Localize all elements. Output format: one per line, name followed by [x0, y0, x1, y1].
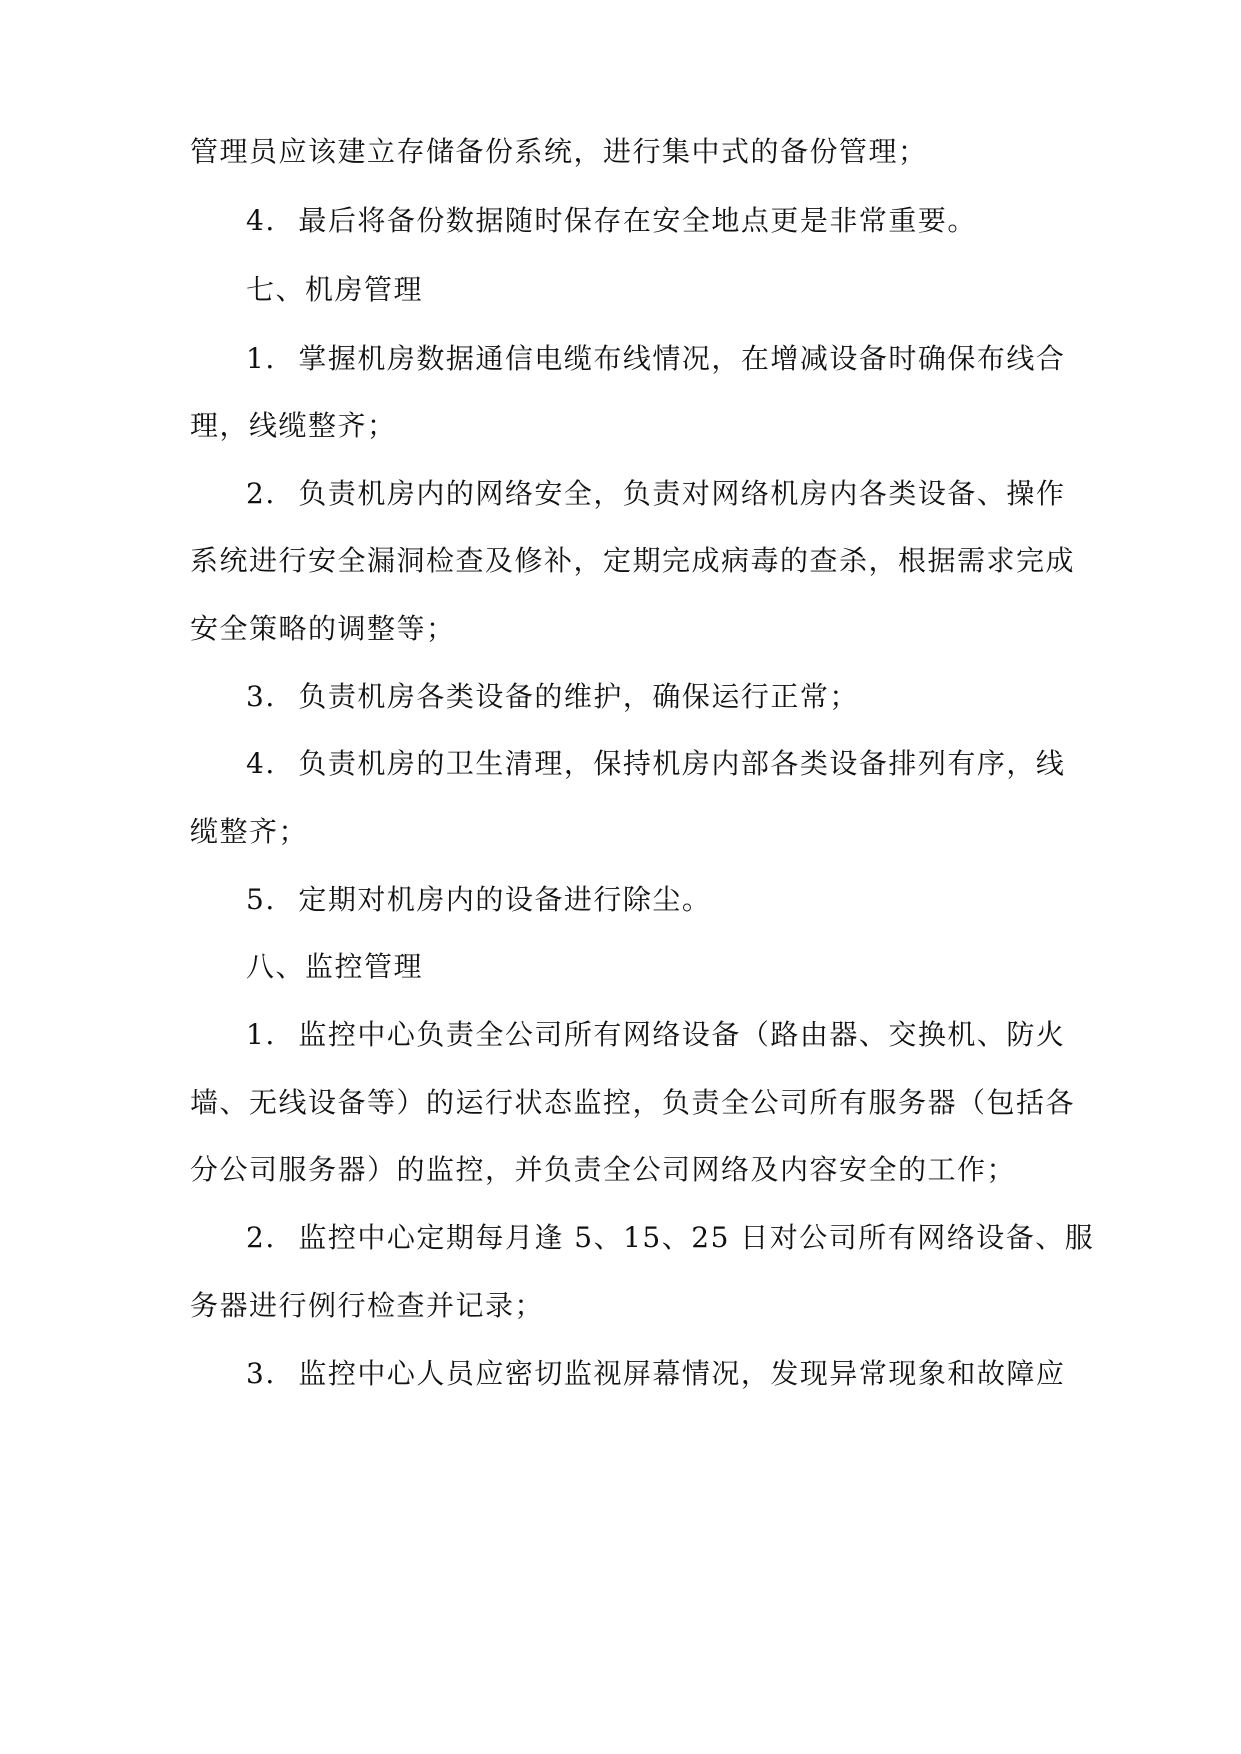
list-number: 3.: [246, 1357, 276, 1390]
paragraph-line: [190, 605, 1070, 653]
list-item: [246, 197, 1126, 245]
list-item: [246, 470, 1126, 518]
text: 缆整齐；: [190, 815, 309, 848]
list-item: [246, 740, 1126, 788]
list-item: [246, 1350, 1126, 1398]
list-item: [246, 1011, 1126, 1059]
paragraph-line: [190, 537, 1076, 585]
list-number: 4.: [246, 204, 276, 237]
paragraph-line: [190, 808, 1070, 856]
list-number: 2.: [246, 477, 276, 510]
text: 安全策略的调整等；: [190, 612, 456, 645]
text: 墙、无线设备等）的运行状态监控，负责全公司所有服务器（包括各: [190, 1086, 1076, 1119]
heading-text: 八、监控管理: [246, 950, 424, 983]
text: 掌握机房数据通信电缆布线情况，在增减设备时确保布线合: [298, 342, 1066, 375]
text: 定期对机房内的设备进行除尘。: [298, 883, 712, 916]
text: 管理员应该建立存储备份系统，进行集中式的备份管理；: [190, 135, 928, 168]
text: 系统进行安全漏洞检查及修补，定期完成病毒的查杀，根据需求完成: [190, 544, 1076, 577]
text: 理，线缆整齐；: [190, 409, 397, 442]
text: 负责机房各类设备的维护，确保运行正常；: [298, 680, 859, 713]
text: 负责机房的卫生清理，保持机房内部各类设备排列有序，线: [298, 747, 1066, 780]
paragraph-line: [190, 1282, 1070, 1330]
list-number: 2.: [246, 1221, 276, 1254]
list-item: [246, 673, 1126, 721]
paragraph-line: [190, 402, 1070, 450]
paragraph-line: [190, 1146, 1070, 1194]
list-item: [246, 335, 1126, 383]
text: 监控中心负责全公司所有网络设备（路由器、交换机、防火: [298, 1018, 1066, 1051]
list-number: 4.: [246, 747, 276, 780]
list-number: 3.: [246, 680, 276, 713]
paragraph-line: [190, 128, 1070, 176]
text: 务器进行例行检查并记录；: [190, 1289, 545, 1322]
section-heading: [246, 266, 1126, 314]
text: 分公司服务器）的监控，并负责全公司网络及内容安全的工作；: [190, 1153, 1017, 1186]
text: 负责机房内的网络安全，负责对网络机房内各类设备、操作: [298, 477, 1066, 510]
list-item: [246, 1214, 1126, 1262]
text: 监控中心人员应密切监视屏幕情况，发现异常现象和故障应: [298, 1357, 1066, 1390]
list-number: 5.: [246, 883, 276, 916]
text: 最后将备份数据随时保存在安全地点更是非常重要。: [298, 204, 977, 237]
text: 监控中心定期每月逢 5、15、25 日对公司所有网络设备、服: [298, 1221, 1095, 1254]
list-number: 1.: [246, 342, 276, 375]
heading-text: 七、机房管理: [246, 273, 424, 306]
list-number: 1.: [246, 1018, 276, 1051]
section-heading: [246, 943, 1126, 991]
paragraph-line: [190, 1079, 1076, 1127]
list-item: [246, 876, 1126, 924]
